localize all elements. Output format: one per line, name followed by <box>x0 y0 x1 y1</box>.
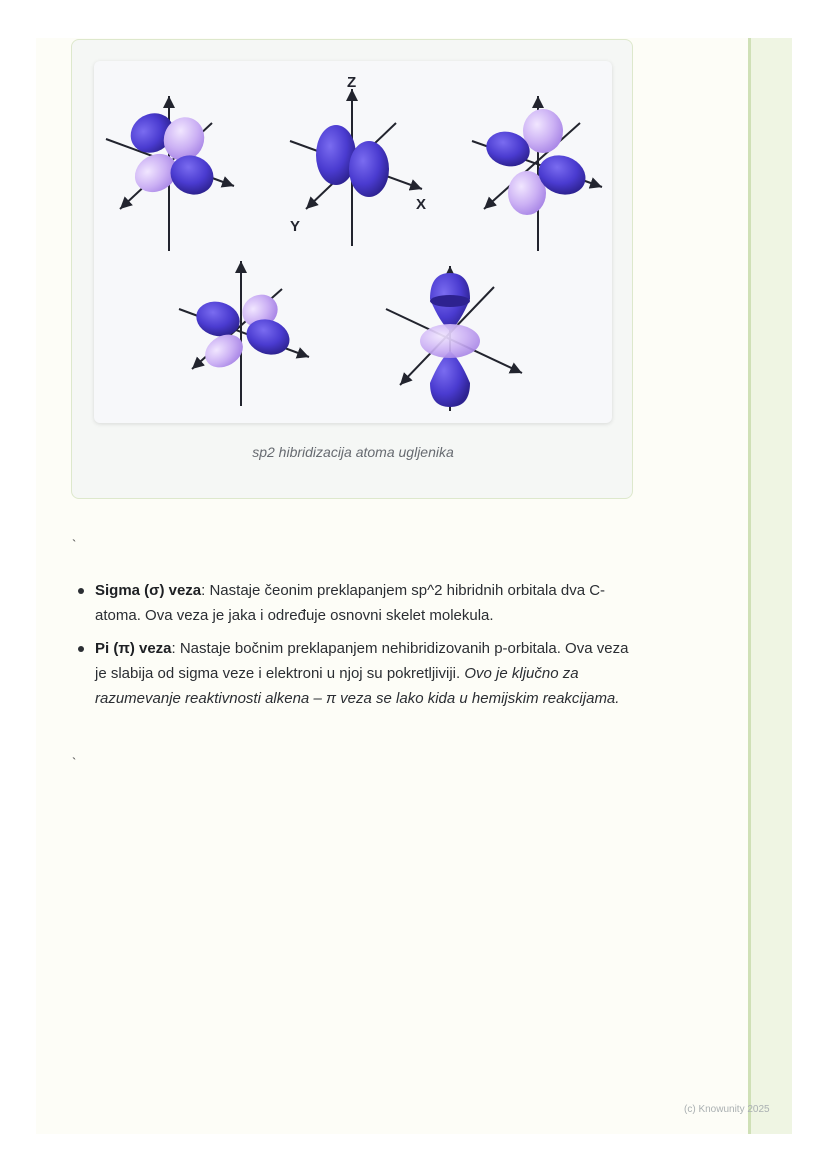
backtick-marker-bottom: ` <box>72 755 77 770</box>
axis-label-x: X <box>416 196 427 213</box>
bullet-list <box>78 578 638 719</box>
bullet-dot <box>78 588 84 594</box>
right-margin-strip <box>748 38 792 1134</box>
orbital-top-right <box>472 96 602 251</box>
body-pi: : Nastaje bočnim preklapanjem nehibridizovanih p-orbitala. Ova veza je slabija od sigma veze i elektroni u njoj su pokretljiviji. <box>95 640 629 682</box>
orbital-top-left <box>106 96 234 251</box>
term-sigma: Sigma (σ) veza <box>95 582 202 599</box>
list-item-sigma <box>78 578 638 628</box>
orbital-bottom-middle <box>386 266 522 411</box>
copyright-footer: (c) Knowunity 2025 <box>684 1104 770 1115</box>
figure-card <box>71 39 633 499</box>
figure-caption: sp2 hibridizacija atoma ugljenika <box>252 444 454 460</box>
body-sigma: : Nastaje čeonim preklapanjem sp^2 hibridnih orbitala dva C-atoma. Ova veza je jaka i određuje osnovni skelet molekula. <box>95 582 606 624</box>
backtick-marker-top: ` <box>72 537 77 552</box>
axis-label-z: Z <box>347 74 357 91</box>
orbital-bottom-left <box>179 261 309 406</box>
orbital-illustration <box>94 61 612 423</box>
axis-label-y: Y <box>290 218 301 235</box>
orbital-top-middle <box>290 74 426 246</box>
bullet-dot <box>78 646 84 652</box>
term-pi: Pi (π) veza <box>95 640 172 657</box>
emphasis-pi: Ovo je ključno za razumevanje reaktivnosti alkena – π veza se lako kida u hemijskim reakcijama. <box>95 665 620 707</box>
list-item-pi <box>78 636 638 711</box>
